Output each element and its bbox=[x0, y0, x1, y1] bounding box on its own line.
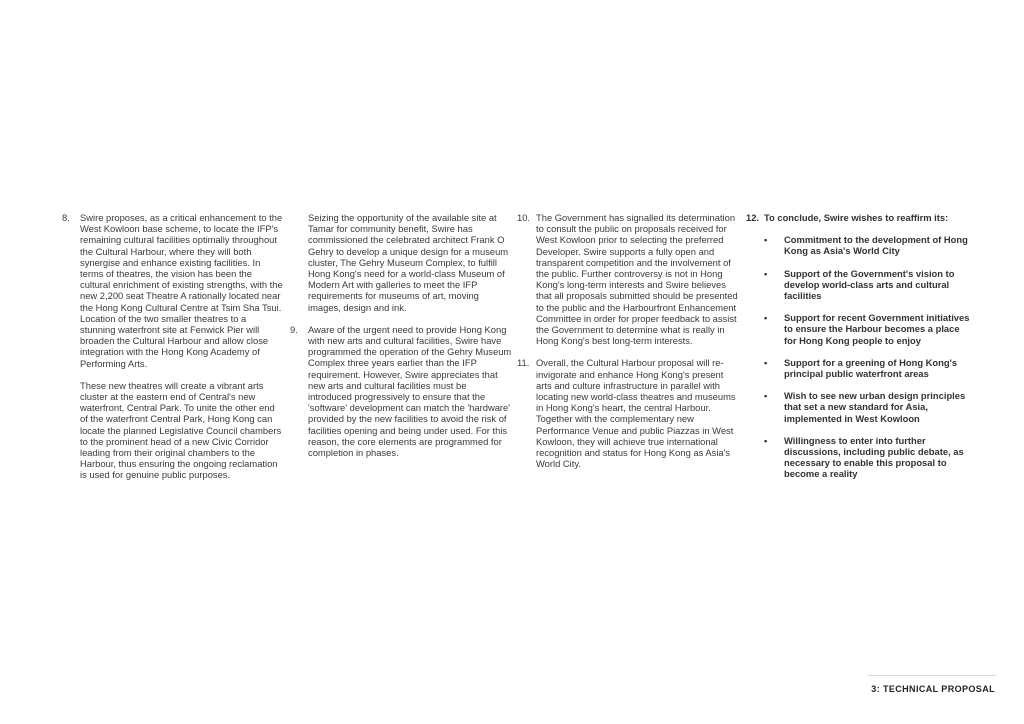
column-2 bbox=[290, 212, 512, 458]
section-label: 3: TECHNICAL PROPOSAL bbox=[871, 684, 995, 694]
item-number: 8. bbox=[62, 212, 70, 223]
bullet-icon: • bbox=[764, 234, 768, 246]
bullet-text: Wish to see new urban design principles that set a new standard for Asia, implemented in West Kowloon bbox=[784, 390, 966, 424]
bullet-item bbox=[746, 312, 972, 346]
paragraph-text: Overall, the Cultural Harbour proposal will re-invigorate and enhance Hong Kong's present arts and culture infrastructure in parallel with locating new world-class theatres and museums in Hong Kong's heart, the central Harbour. Together with the complementary new Performance Venue and public Piazzas in West Kowloon, they will achieve true international recognition and status for Hong Kong as Asia's World City. bbox=[536, 357, 736, 470]
bullet-item bbox=[746, 390, 972, 424]
bullet-icon: • bbox=[764, 434, 768, 446]
bullet-text: Commitment to the development of Hong Kong as Asia's World City bbox=[784, 234, 968, 257]
paragraph-item-8 bbox=[62, 212, 284, 481]
paragraph-text: Aware of the urgent need to provide Hong Kong with new arts and cultural facilities, Swire have programmed the operation of the Gehry Museum Complex three years earlier than the IFP requirement. However, Swire appreciates that new arts and cultural facilities must be introduced progressively to ensure that the 'software' development can match the 'hardware' provided by the new facilities to avoid the risk of facilities opening and being under used. For this reason, the core elements are programmed for completion in phases. bbox=[308, 323, 512, 459]
bullet-icon: • bbox=[764, 312, 768, 324]
bullet-item bbox=[746, 268, 972, 302]
bullet-item bbox=[746, 357, 972, 379]
conclusion-heading: To conclude, Swire wishes to reaffirm its: bbox=[764, 212, 949, 223]
item-number: 10. bbox=[517, 212, 531, 223]
bullet-text: Support of the Government's vision to develop world-class arts and cultural facilities bbox=[784, 267, 955, 302]
paragraph-item-10 bbox=[517, 212, 739, 346]
bullet-icon: • bbox=[764, 356, 768, 368]
paragraph-item-12 bbox=[746, 212, 972, 223]
paragraph-text: Swire proposes, as a critical enhancement to the West Kowloon base scheme, to locate the IFP's remaining cultural facilities optimally throughout the Cultural Harbour, where they will both synergise and enhance existing facilities. In terms of theatres, the vision has been the cultural enrichment of existing strengths, with the new 2,200 seat Theatre A rationally located near the Hong Kong Cultural Centre at Tsim Sha Tsui. Location of the two smaller theatres to a stunning waterfront site at Fenwick Pier will broaden the Cultural Harbour and allow close integration with the Hong Kong Academy of Performing Arts. bbox=[80, 212, 283, 369]
bullet-icon: • bbox=[764, 390, 768, 402]
paragraph-text-continued: These new theatres will create a vibrant arts cluster at the eastern end of Central's new waterfront, Central Park. To unite the other end of the waterfront Central Park, Hong Kong can locate the planned Legislative Council chambers to the prominent head of a new Civic Corridor leading from their original chambers to the Harbour, thus ensuring the ongoing reclamation is used for genuine public purposes. bbox=[80, 379, 282, 481]
paragraph-item-9 bbox=[290, 324, 512, 458]
column-4 bbox=[746, 212, 972, 491]
item-number: 12. bbox=[746, 212, 760, 223]
paragraph-item-11 bbox=[517, 357, 739, 469]
column-1 bbox=[62, 212, 284, 481]
bullet-text: Support for a greening of Hong Kong's principal public waterfront areas bbox=[784, 356, 958, 380]
footer-divider bbox=[868, 675, 996, 676]
bullet-item bbox=[746, 234, 972, 256]
bullet-text: Willingness to enter into further discussions, including public debate, as necessary to enable this proposal to become a reality bbox=[784, 434, 964, 480]
paragraph-continued: Seizing the opportunity of the available site at Tamar for community benefit, Swire has commissioned the celebrated architect Frank O Gehry to develop a unique design for a museum cluster, The Gehry Museum Complex, to fulfill Hong Kong's need for a world-class Museum of Modern Art with galleries to meet the IFP requirements for museums of art, moving images, design and ink. bbox=[308, 212, 509, 313]
item-number: 11. bbox=[517, 357, 530, 369]
bullet-item bbox=[746, 435, 972, 480]
bullet-text: Support for recent Government initiatives to ensure the Harbour becomes a place for Hong Kong people to enjoy bbox=[784, 312, 970, 346]
bullet-icon: • bbox=[764, 267, 768, 279]
item-number: 9. bbox=[290, 323, 298, 335]
conclusion-bullet-list bbox=[746, 234, 972, 479]
column-3 bbox=[517, 212, 739, 469]
paragraph-text: The Government has signalled its determination to consult the public on proposals received for West Kowloon prior to selecting the preferred Developer. Swire supports a fully open and transparent competition and the involvement of the public. Further controversy is not in Hong Kong's long-term interests and Swire believes that all proposals submitted should be presented to the public and the Harbourfront Enhancement Committee in order for proper feedback to assist the Government to determine what is really in Hong Kong's best long-term interests. bbox=[536, 212, 738, 347]
